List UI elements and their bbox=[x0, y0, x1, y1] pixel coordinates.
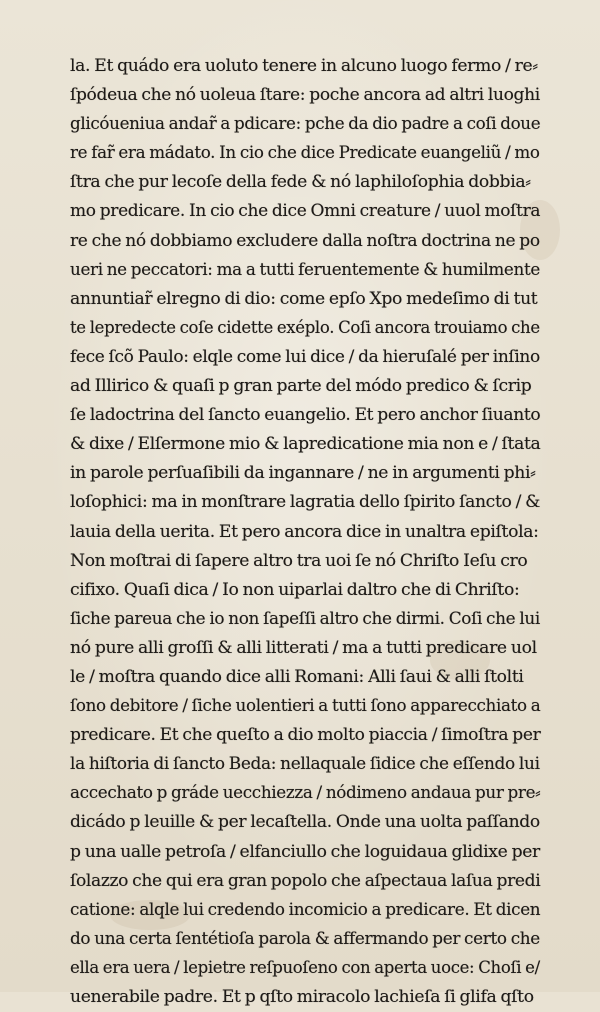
text-line: dicádo p leuille & per lecaſtella. Onde una uolta paſſando bbox=[70, 812, 540, 833]
text-line: la hiſtoria di ſancto Beda: nellaquale ſidice che eſſendo lui bbox=[70, 754, 540, 775]
text-line: te lepredecte coſe cidette exéplo. Coſi ancora trouiamo che bbox=[70, 317, 540, 338]
text-line: ſiche pareua che io non ſapeſſi altro che dirmi. Coſi che lui bbox=[70, 608, 540, 629]
text-line: do una certa ſentétioſa parola & affermando per certo che bbox=[70, 928, 540, 949]
body-text bbox=[70, 52, 540, 1012]
text-line: glicóueniua andar̃ a pdicare: pche da dio padre a coſi doue bbox=[70, 114, 541, 135]
text-line: ſolazzo che qui era gran popolo che aſpectaua laſua predi bbox=[70, 870, 541, 891]
text-line: cifixo. Quaſi dica / Io non uiparlai daltro che di Chriſto: bbox=[70, 579, 520, 600]
text-line: fece ſcõ Paulo: elqle come lui dice / da hieruſalé per inſino bbox=[70, 346, 540, 367]
text-line: accechato p gráde uecchiezza / nódimeno andaua pur pre⸗ bbox=[70, 783, 541, 804]
text-line: le / moſtra quando dice alli Romani: Alli ſaui & alli ſtolti bbox=[70, 666, 524, 687]
text-line: annuntiar̃ elregno di dio: come epſo Xpo medeſimo di tut bbox=[70, 288, 538, 309]
text-line: loſophici: ma in monſtrare lagratia dello ſpirito ſancto / & bbox=[70, 492, 541, 513]
text-line: re che nó dobbiamo excludere dalla noſtra doctrina ne po bbox=[70, 230, 540, 251]
text-line: ad Illirico & quaſi p gran parte del módo predico & ſcrip bbox=[70, 376, 532, 397]
text-line: in parole perſuaſibili da ingannare / ne in argumenti phi⸗ bbox=[70, 463, 536, 484]
text-line: predicare. Et che queſto a dio molto piaccia / ſimoſtra per bbox=[70, 725, 541, 746]
text-line: catione: alqle lui credendo incomicio a predicare. Et dicen bbox=[70, 899, 541, 920]
text-line: ſe ladoctrina del ſancto euangelio. Et pero anchor ſiuanto bbox=[70, 405, 541, 426]
text-line: re far̃ era mádato. In cio che dice Predicate euangeliũ / mo bbox=[70, 143, 540, 164]
text-line: nó pure alli groſſi & alli litterati / ma a tutti predicare uol bbox=[70, 637, 537, 658]
text-line: ſono debitore / ſiche uolentieri a tutti ſono apparecchiato a bbox=[70, 696, 541, 717]
text-line: & dixe / Elſermone mio & lapredicatione mia non e / ſtata bbox=[70, 434, 541, 455]
text-line: lauia della uerita. Et pero ancora dice in unaltra epiſtola: bbox=[70, 521, 539, 542]
text-line: mo predicare. In cio che dice Omni creature / uuol moſtra bbox=[70, 201, 541, 222]
text-line: ella era uera / lepietre reſpuoſeno con aperta uoce: Choſi e/ bbox=[70, 957, 540, 978]
text-line: p una ualle petroſa / elfanciullo che loguidaua glidixe per bbox=[70, 841, 540, 862]
text-line: ueri ne peccatori: ma a tutti feruentemente & humilmente bbox=[70, 259, 540, 280]
text-line: la. Et quádo era uoluto tenere in alcuno luogo fermo / re⸗ bbox=[70, 56, 538, 76]
text-line: Non moſtrai di ſapere altro tra uoi ſe nó Chriſto Ieſu cro bbox=[70, 550, 528, 571]
text-line: ſpódeua che nó uoleua ſtare: poche ancora ad altri luoghi bbox=[70, 85, 540, 106]
text-line: ſtra che pur lecoſe della fede & nó laphiloſophia dobbia⸗ bbox=[70, 172, 531, 193]
text-line: uenerabile padre. Et p qſto miracolo lachieſa ſi glifa qſto bbox=[70, 987, 534, 1007]
